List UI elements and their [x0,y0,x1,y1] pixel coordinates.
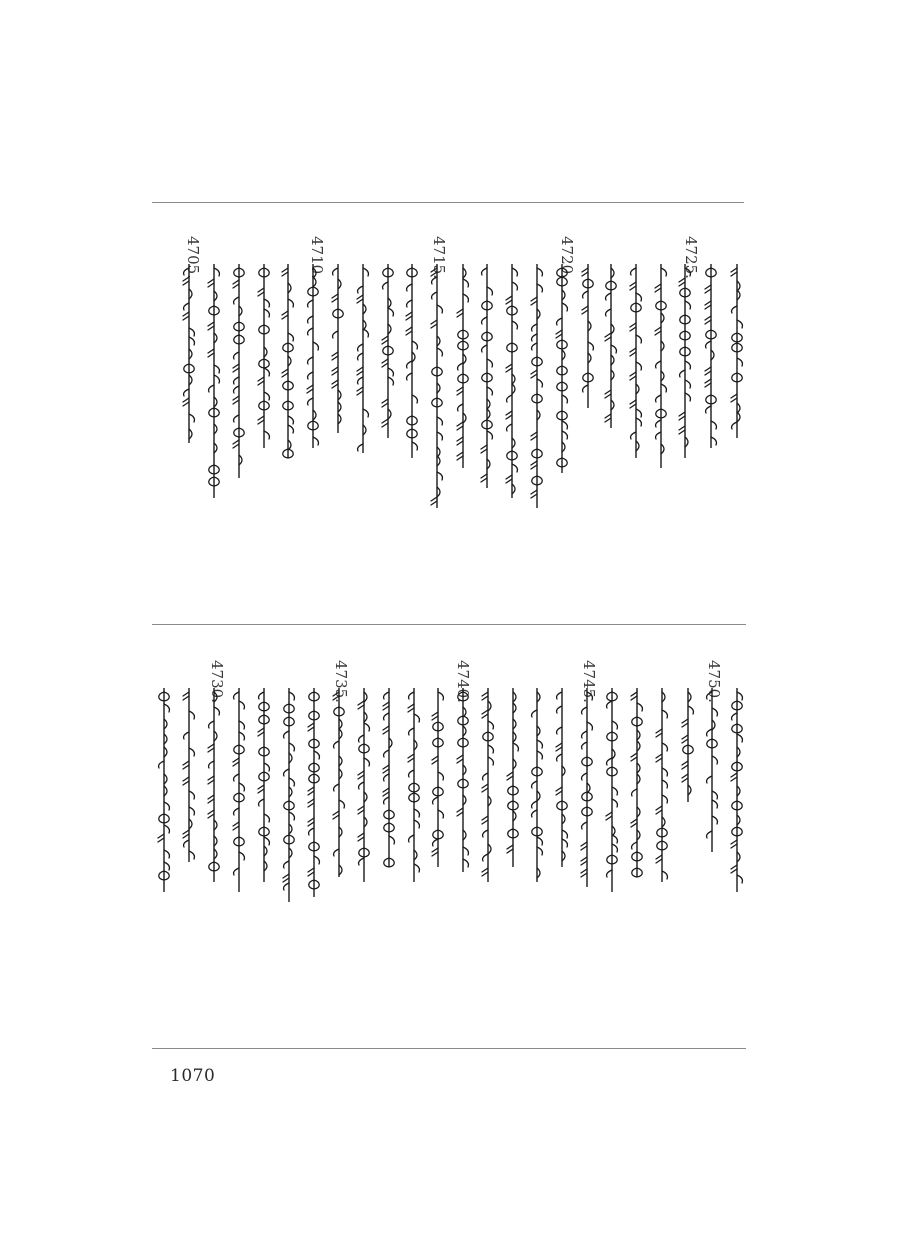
script-line [601,262,621,432]
script-line [478,686,498,886]
script-line [453,262,473,472]
script-line [428,686,448,871]
verse-number: 4710. [308,236,326,279]
verse-number: 4730. [208,660,226,703]
script-line [477,262,497,492]
script-line [502,262,522,502]
verse-number: 4725. [682,236,700,279]
verse-number: 4715. [430,236,448,279]
verse-number: 4740. [454,660,472,703]
script-line [402,262,422,462]
script-line [427,262,447,512]
script-line [154,686,174,896]
verse-number: 4750. [705,660,723,703]
script-line [229,262,249,482]
page-number: 1070 [170,1066,216,1086]
verse-number: 4745. [580,660,598,703]
script-line [354,686,374,886]
script-line [578,262,598,412]
verse-number: 4705. [184,236,202,279]
script-line [453,686,473,876]
script-line [651,262,671,472]
script-line [626,262,646,462]
script-line [204,686,224,886]
script-line [279,686,299,906]
middle-divider [152,624,746,625]
script-line [503,686,523,871]
script-line [353,262,373,457]
script-line [179,686,199,866]
script-line [652,686,672,886]
script-line [627,686,647,881]
top-divider [152,202,744,203]
script-line [379,686,399,871]
script-line [328,262,348,437]
script-line [278,262,298,462]
verse-number: 4735. [332,660,350,703]
script-line [378,262,398,442]
script-line [675,262,695,462]
script-line [602,686,622,896]
script-line [552,686,572,871]
script-line [678,686,698,806]
script-line [552,262,572,477]
script-line [254,686,274,886]
script-line [329,686,349,881]
script-line [577,686,597,891]
script-line [701,262,721,452]
script-line [304,686,324,901]
script-line [254,262,274,452]
script-line [727,262,747,442]
script-line [229,686,249,896]
script-line [527,262,547,512]
script-line [702,686,722,856]
bottom-divider [152,1048,746,1049]
script-line [404,686,424,886]
script-line [179,262,199,447]
verse-number: 4720. [558,236,576,279]
script-line [303,262,323,452]
script-line [204,262,224,502]
script-line [727,686,747,896]
script-line [527,686,547,886]
